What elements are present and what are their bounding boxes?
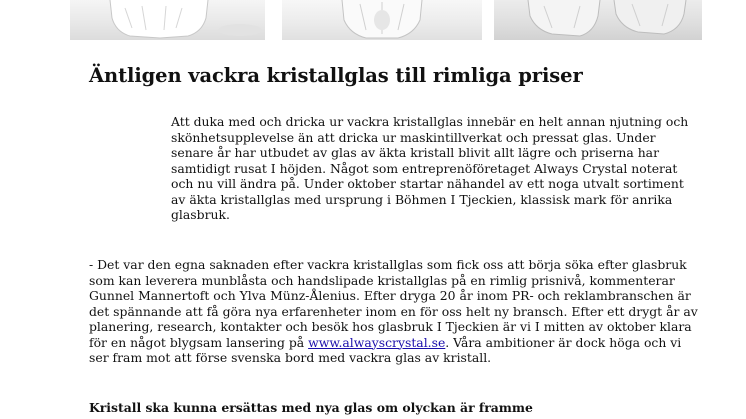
crystal-glass-photo-3 bbox=[494, 0, 702, 40]
alwayscrystal-link[interactable]: www.alwayscrystal.se bbox=[308, 334, 446, 350]
section-subheading: Kristall ska kunna ersättas med nya glas om olyckan är framme bbox=[89, 400, 533, 415]
photo-strip bbox=[70, 0, 702, 40]
body-text-after-link: . Våra ambitioner är dock höga och vi ser fram mot att förse svenska bord med vackra glas av kristall. bbox=[89, 334, 682, 365]
crystal-glass-photo-2 bbox=[282, 0, 482, 40]
body-text-before-link: - Det var den egna saknaden efter vackra kristallglas som fick oss att börja söka efter glasbruk som kan leverera munblåsta och handslipade kristallglas på en rimlig prisnivå, kommenterar Gunnel Mannertoft och Ylva Münz-Ålenius. Efter dryga 20 år inom PR- och reklambranschen är det spännande att få göra nya erfarenheter inom en för oss helt ny bransch. Efter ett drygt år av planering, research, kontakter och besök hos glasbruk I Tjeckien är vi I mitten av oktober klara för en något blygsam lansering på bbox=[89, 257, 698, 350]
article-lead: Att duka med och dricka ur vackra kristallglas innebär en helt annan njutning och skönhetsupplevelse än att dricka ur maskintillverkat och pressat glas. Under senare år har utbudet av glas av äkta kristall blivit allt lägre och priserna har samtidigt rusat I höjden. Något som entreprenöföretaget Always Crystal noterat och nu vill ändra på. Under oktober startar nähandel av ett noga utvalt sortiment av äkta kristallglas med ursprung i Böhmen I Tjeckien, klassisk mark för anrika glasbruk. bbox=[171, 114, 689, 222]
article-body bbox=[89, 257, 701, 366]
crystal-glass-photo-1 bbox=[70, 0, 265, 40]
article-title: Äntligen vackra kristallglas till rimliga priser bbox=[89, 64, 583, 87]
